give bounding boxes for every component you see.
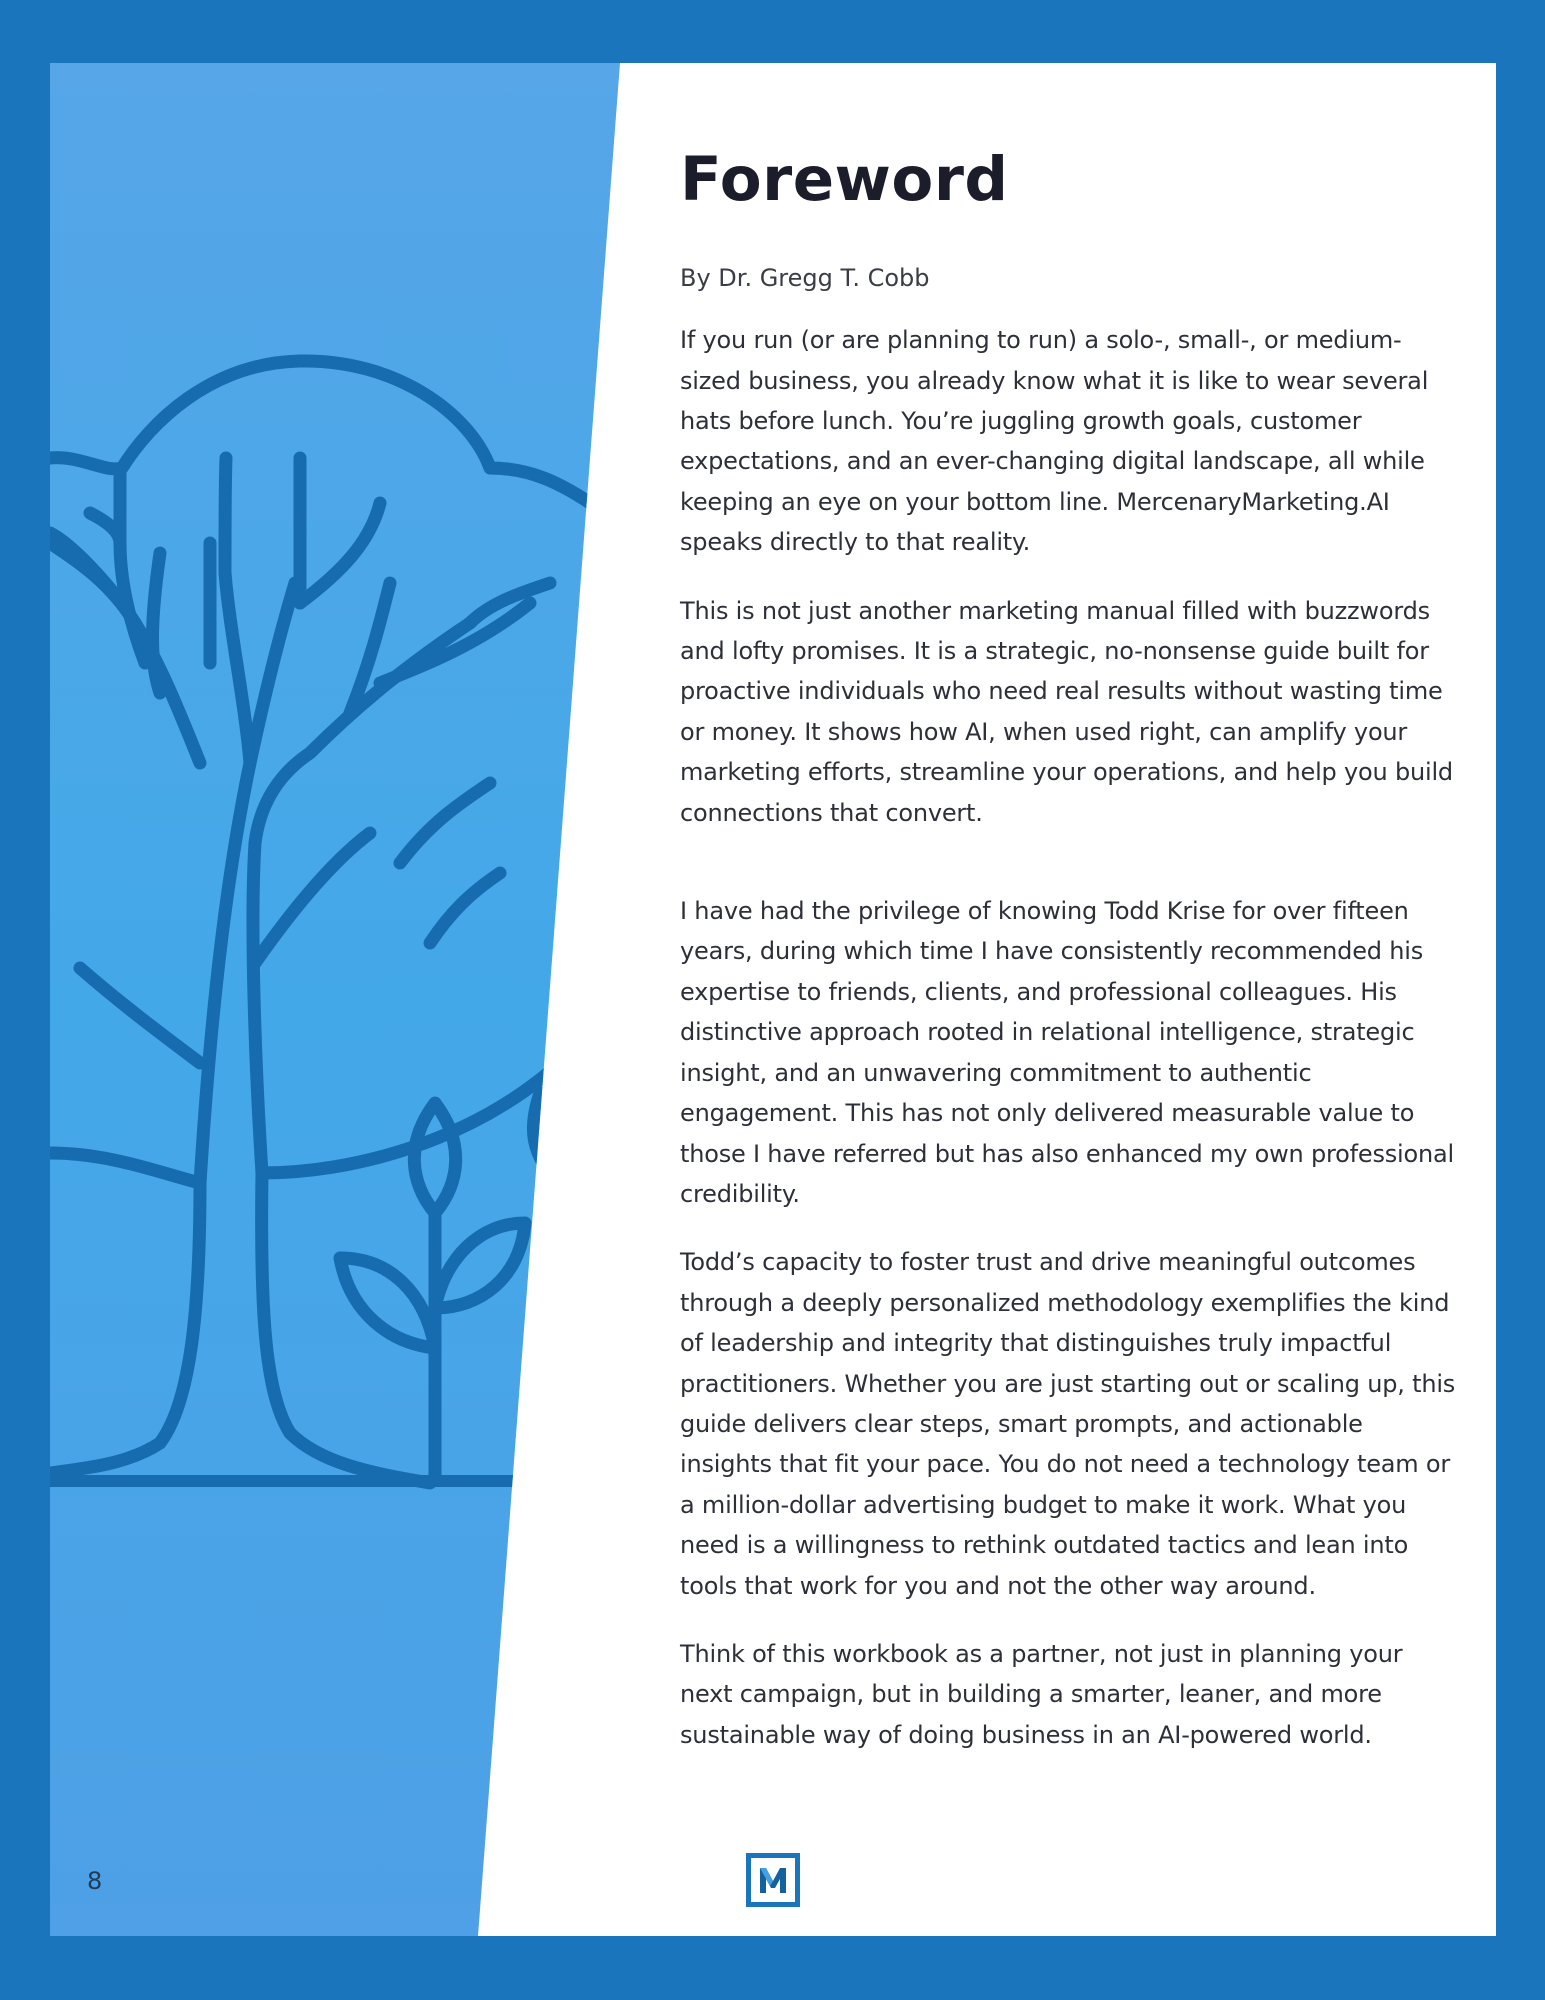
foreword-content (680, 143, 1460, 1783)
page (50, 63, 1496, 1936)
m-square-logo-icon (746, 1853, 800, 1907)
paragraph-4: Todd’s capacity to foster trust and drive meaningful outcomes through a deeply personalized methodology exemplifies the kind of leadership and integrity that distinguishes truly impactful practitioners. Whether you are just starting out or scaling up, this guide delivers clear steps, smart prompts, and actionable insights that fit your pace. You do not need a technology team or a million-dollar advertising budget to make it work. What you need is a willingness to rethink outdated tactics and lean into tools that work for you and not the other way around. (680, 1248, 1456, 1600)
paragraph-2: This is not just another marketing manual filled with buzzwords and lofty promises. It is a strategic, no-nonsense guide built for proactive individuals who need real results without wasting time or money. It shows how AI, when used right, can amplify your marketing efforts, streamline your operations, and help you build connections that convert. (680, 596, 1453, 827)
paragraph-1: If you run (or are planning to run) a solo-, small-, or medium-sized business, you already know what it is like to wear several hats before lunch. You’re juggling growth goals, customer expectations, and an ever-changing digital landscape, all while keeping an eye on your bottom line. MercenaryMarketing.AI speaks directly to that reality. (680, 326, 1429, 557)
blue-diagonal-panel (50, 63, 620, 1936)
paragraph-5: Think of this workbook as a partner, not just in planning your next campaign, but in building a smarter, leaner, and more sustainable way of doing business in an AI-powered world. (680, 1639, 1403, 1749)
page-number: 8 (87, 1867, 103, 1895)
paragraph-3: I have had the privilege of knowing Todd Krise for over fifteen years, during which time I have consistently recommended his expertise to friends, clients, and professional colleagues. His distinctive approach rooted in relational intelligence, strategic insight, and an unwavering commitment to authentic engagement. This has not only delivered measurable value to those I have referred but has also enhanced my own professional credibility. (680, 897, 1454, 1208)
page-title: Foreword (680, 144, 1009, 215)
author-byline: By Dr. Gregg T. Cobb (680, 264, 930, 293)
